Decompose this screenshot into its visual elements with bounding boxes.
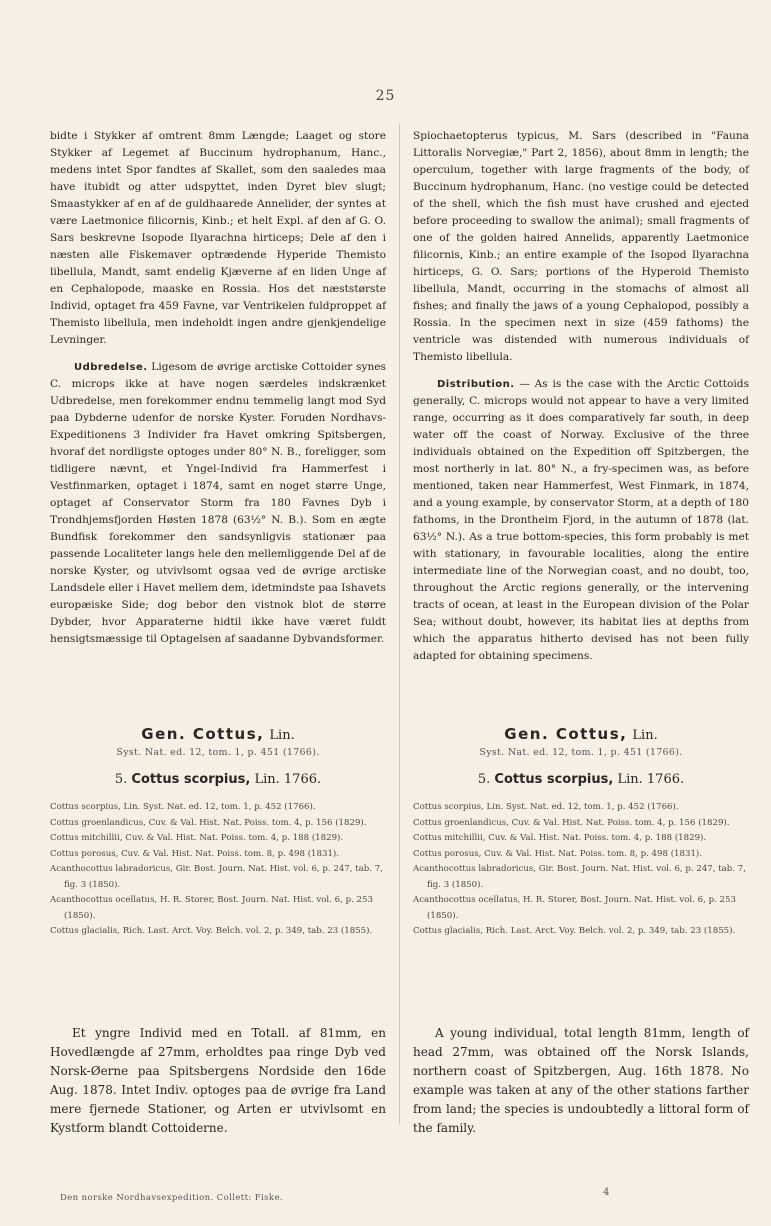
synonym-item: Cottus porosus, Cuv. & Val. Hist. Nat. Poiss. tom. 8, p. 498 (1831). [413,848,702,859]
synonym-item: Cottus porosus, Cuv. & Val. Hist. Nat. Poiss. tom. 8, p. 498 (1831). [50,848,339,859]
left-column [50,128,386,648]
synonym-item: Cottus scorpius, Lin. Syst. Nat. ed. 12, tom. 1, p. 452 (1766). [50,802,316,812]
species-author: Lin. 1766. [617,772,685,787]
species-name: Cottus scorpius, [494,772,614,787]
left-paragraph-2-text: Ligesom de øvrige arctiske Cottoider synes C. microps ikke at have nogen særdeles indskrænket Udbredelse, men forekommer endnu temmelig langt mod Syd paa Dybderne udenfor de norske Kyster. Foruden Nordhavs-Expeditionens 3 Individer fra Havet omkring Spitsbergen, hvoraf det nordligste optoges under 80° N. B., foreligger, som tidligere nævnt, et Yngel-Individ fra Hammerfest i Vestfinmarken, optaget i 1874, samt en noget større Unge, optaget af Conservator Storm fra 180 Favnes Dyb i Trondhjemsfjorden Høsten 1878 (63½° N. B.). Som en ægte Bundfisk forekommer den sandsynligvis stationær paa passende Localiteter langs hele den mellemliggende Del af de norske Kyster, og utvivlsomt ogsaa ved de øvrige arctiske Landsdele eller i Havet mellem dem, idetmindste paa Ishavets europæiske Side; dog bebor den vistnok blot de større Dybder, hvor Apparaterne hidtil ikke have været fuldt hensigtsmæssige til Optagelsen af saadanne Dybvandsformer. [50,361,386,645]
right-synonym-list [413,800,749,940]
right-paragraph-2-text: — As is the case with the Arctic Cottoids generally, C. microps would not appear to have a very limited range, occurring as it does comparatively far south, in deep water off the coast of Norway. Exclusive of the three individuals obtained on the Expedition off Spitzbergen, the most northerly in lat. 80° N., a fry-specimen was, as before mentioned, taken near Hammerfest, West Finmark, in 1874, and a young example, by conservator Storm, at a depth of 180 fathoms, in the Drontheim Fjord, in the autumn of 1878 (lat. 63½° N.). As a true bottom-species, this form probably is met with stationary, in favourable localities, along the entire intermediate line of the Norwegian coast, and no doubt, too, throughout the Arctic regions generally, or the intervening tracts of ocean, at least in the European division of the Polar Sea; without doubt, however, its habitat lies at depths from which the apparatus hitherto devised has not been fully adapted for obtaining specimens. [413,378,750,662]
genus-reference: Syst. Nat. ed. 12, tom. 1, p. 451 (1766). [116,747,320,758]
left-genus-block [50,724,386,787]
species-title [50,772,386,787]
page-footer: Den norske Nordhavsexpedition. Collett: Fiske. [60,1193,284,1203]
signature-mark: 4 [603,1187,610,1198]
synonym-item: Cottus mitchillii, Cuv. & Val. Hist. Nat. Poiss. tom. 4, p. 188 (1829). [50,833,344,843]
right-genus-block [413,724,749,787]
udbredelse-heading: Udbredelse. [74,362,148,373]
species-title [413,772,749,787]
left-synonym-list [50,800,386,940]
synonym-item: Acanthocottus ocellatus, H. R. Storer, Bost. Journ. Nat. Hist. vol. 6, p. 253 (1850). [413,895,736,921]
synonym-item: Acanthocottus labradoricus, Gir. Bost. Journ. Nat. Hist. vol. 6, p. 247, tab. 7, fig. 3 (1850). [413,864,746,890]
species-number: 5. [114,772,128,787]
genus-title: Gen. Cottus, [504,725,628,743]
right-species-body: A young individual, total length 81mm, length of head 27mm, was obtained off the Norsk Islands, northern coast of Spitzbergen, Aug. 16th 1878. No example was taken at any of the other stations farther from land; the species is undoubtedly a littoral form of the family. [413,1026,749,1135]
genus-title: Gen. Cottus, [141,725,265,743]
right-paragraph-1: Spiochaetopterus typicus, M. Sars (described in "Fauna Littoralis Norvegiæ," Part 2, 1856), about 8mm in length; the operculum, together with large fragments of the body, of Buccinum hydrophanum, Hanc. (no vestige could be detected of the shell, which the fish must have crushed and ejected before proceeding to swallow the animal); small fragments of one of the golden haired Annelids, apparently Laetmonice filicornis, Kinb.; an entire example of the Isopod Ilyarachna hirticeps, G. O. Sars; portions of the Hyperoid Themisto libellula, Mandt, occurring in the stomachs of almost all fishes; and finally the jaws of a young Cephalopod, possibly a Rossia. In the specimen next in size (459 fathoms) the ventricle was distended with numerous individuals of Themisto libellula. [413,130,749,363]
synonym-item: Acanthocottus ocellatus, H. R. Storer, Bost. Journ. Nat. Hist. vol. 6, p. 253 (1850). [50,895,373,921]
column-divider [399,124,400,1124]
page-number: 25 [375,88,396,104]
genus-reference: Syst. Nat. ed. 12, tom. 1, p. 451 (1766). [479,747,683,758]
synonym-item: Cottus groenlandicus, Cuv. & Val. Hist. Nat. Poiss. tom. 4, p. 156 (1829). [50,817,367,828]
synonym-item: Cottus groenlandicus, Cuv. & Val. Hist. Nat. Poiss. tom. 4, p. 156 (1829). [413,817,730,828]
left-paragraph-1: bidte i Stykker af omtrent 8mm Længde; Laaget og store Stykker af Legemet af Buccinum hydrophanum, Hanc., medens intet Spor fandtes af Skallet, som den saaledes maa have itubidt og atter udspyttet, inden Dyret blev slugt; Smaastykker af en af de guldhaarede Annelider, der syntes at være Laetmonice filicornis, Kinb.; et helt Expl. af den af G. O. Sars beskrevne Isopode Ilyarachna hirticeps; Dele af den i næsten alle Fiskemaver optrædende Hyperide Themisto libellula, Mandt, samt endelig Kjæverne af en liden Unge af en Cephalopode, maaske en Rossia. Hos det næststørste Individ, optaget fra 459 Favne, var Ventrikelen fuldproppet af Themisto libellula, men indeholdt ingen andre gjenkjendelige Levninger. [50,130,386,346]
genus-author: Lin. [632,728,658,743]
right-paragraph-2 [413,376,749,665]
distribution-heading: Distribution. [437,379,515,390]
synonym-item: Cottus glacialis, Rich. Last. Arct. Voy. Belch. vol. 2, p. 349, tab. 23 (1855). [413,926,736,936]
species-author: Lin. 1766. [254,772,322,787]
left-species-body: Et yngre Individ med en Totall. af 81mm, en Hovedlængde af 27mm, erholdtes paa ringe Dyb ved Norsk-Øerne paa Spitsbergens Nordside den 16de Aug. 1878. Intet Indiv. optoges paa de øvrige fra Land mere fjernede Stationer, og Arten er utvivlsomt en Kystform blandt Cottoiderne. [50,1026,386,1135]
genus-author: Lin. [269,728,295,743]
right-column [413,128,749,665]
left-paragraph-2 [50,359,386,648]
synonym-item: Cottus mitchillii, Cuv. & Val. Hist. Nat. Poiss. tom. 4, p. 188 (1829). [413,833,707,843]
species-name: Cottus scorpius, [131,772,251,787]
synonym-item: Cottus glacialis, Rich. Last. Arct. Voy. Belch. vol. 2, p. 349, tab. 23 (1855). [50,926,373,936]
synonym-item: Acanthocottus labradoricus, Gir. Bost. Journ. Nat. Hist. vol. 6, p. 247, tab. 7, fig. 3 (1850). [50,864,383,890]
species-number: 5. [477,772,491,787]
synonym-item: Cottus scorpius, Lin. Syst. Nat. ed. 12, tom. 1, p. 452 (1766). [413,802,679,812]
